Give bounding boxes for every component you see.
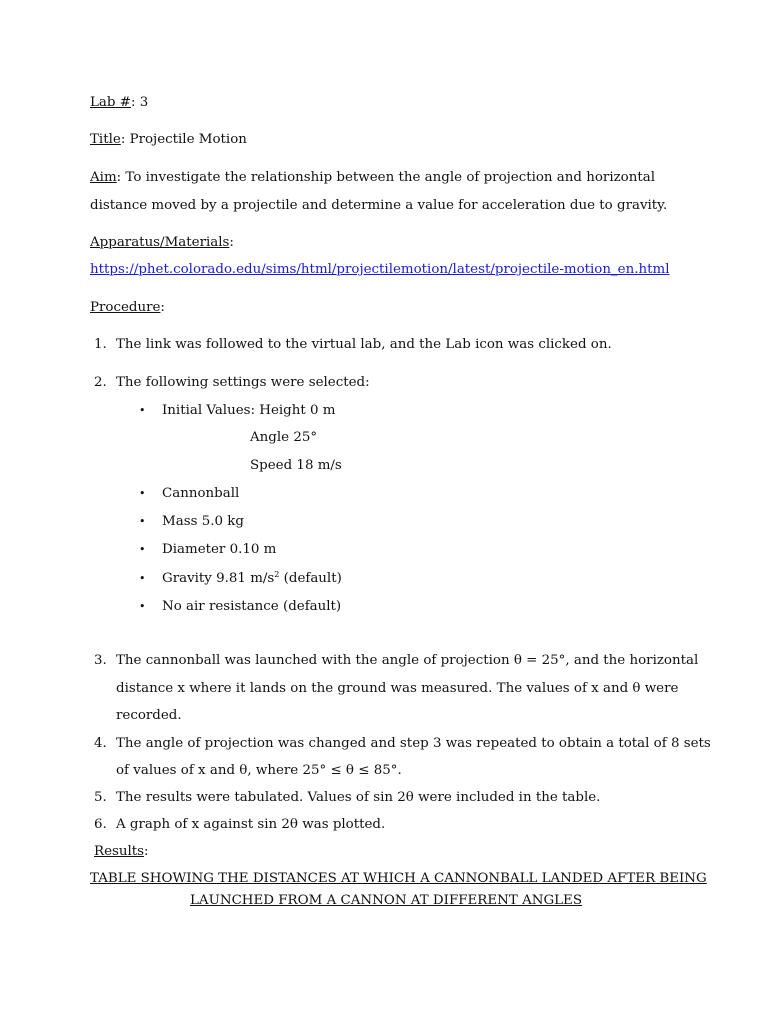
setting-air-resistance: No air resistance (default): [162, 599, 342, 614]
lab-number-label: Lab #: [90, 95, 131, 110]
results-label: Results: [94, 844, 145, 859]
step-4-number: 4.: [94, 736, 107, 751]
step-3-number: 3.: [94, 653, 107, 668]
aim-label: Aim: [90, 170, 117, 185]
table-caption-line-1: TABLE SHOWING THE DISTANCES AT WHICH A CANNONBALL LANDED AFTER BEING: [90, 871, 707, 886]
title-label: Title: [90, 132, 121, 147]
gravity-exponent: 2: [274, 570, 280, 579]
procedure-heading: [90, 299, 165, 317]
bullet-icon: •: [139, 404, 146, 417]
gravity-default: (default): [279, 571, 342, 586]
step-3-text-2: distance x where it lands on the ground was measured. The values of x and θ were: [116, 681, 679, 696]
step-2-text: The following settings were selected:: [116, 375, 370, 390]
gravity-value: Gravity 9.81 m/s: [162, 571, 275, 586]
step-1-number: 1.: [94, 337, 107, 352]
lab-number-value: : 3: [130, 95, 149, 110]
step-1-text: The link was followed to the virtual lab, and the Lab icon was clicked on.: [116, 337, 612, 352]
apparatus-heading: [90, 234, 234, 252]
step-2-number: 2.: [94, 375, 107, 390]
bullet-icon: •: [139, 543, 146, 556]
apparatus-link-line: [90, 261, 669, 279]
setting-diameter: Diameter 0.10 m: [162, 542, 277, 557]
setting-speed: Speed 18 m/s: [250, 458, 342, 473]
step-6-text: A graph of x against sin 2θ was plotted.: [116, 817, 386, 832]
aim-line-1: [90, 169, 655, 187]
bullet-icon: •: [139, 600, 146, 613]
setting-projectile: Cannonball: [162, 486, 240, 501]
lab-number-line: [90, 94, 148, 112]
bullet-icon: •: [139, 515, 146, 528]
setting-angle: Angle 25°: [250, 430, 318, 445]
step-5-number: 5.: [94, 790, 107, 805]
phet-simulation-link[interactable]: https://phet.colorado.edu/sims/html/projectilemotion/latest/projectile-motion_en.html: [90, 262, 670, 277]
step-6-number: 6.: [94, 817, 107, 832]
results-colon: :: [144, 844, 149, 859]
step-5-text: The results were tabulated. Values of sin 2θ were included in the table.: [116, 790, 601, 805]
setting-gravity: [162, 570, 342, 588]
table-caption-line-2: LAUNCHED FROM A CANNON AT DIFFERENT ANGLES: [190, 893, 582, 908]
bullet-icon: •: [139, 487, 146, 500]
apparatus-colon: :: [229, 235, 234, 250]
step-4-text-2: of values of x and θ, where 25° ≤ θ ≤ 85°.: [116, 763, 402, 778]
procedure-colon: :: [160, 300, 165, 315]
aim-line-2: distance moved by a projectile and determine a value for acceleration due to gravity.: [90, 198, 668, 213]
title-value: : Projectile Motion: [120, 132, 247, 147]
setting-initial-values: Initial Values: Height 0 m: [162, 403, 336, 418]
title-line: [90, 131, 247, 149]
apparatus-label: Apparatus/Materials: [90, 235, 230, 250]
bullet-icon: •: [139, 572, 146, 585]
step-3-text-1: The cannonball was launched with the angle of projection θ = 25°, and the horizontal: [116, 653, 699, 668]
step-3-text-3: recorded.: [116, 708, 182, 723]
setting-mass: Mass 5.0 kg: [162, 514, 244, 529]
results-heading: [94, 843, 149, 861]
step-4-text-1: The angle of projection was changed and step 3 was repeated to obtain a total of 8 sets: [116, 736, 711, 751]
procedure-label: Procedure: [90, 300, 161, 315]
aim-text-1: : To investigate the relationship between the angle of projection and horizontal: [116, 170, 656, 185]
